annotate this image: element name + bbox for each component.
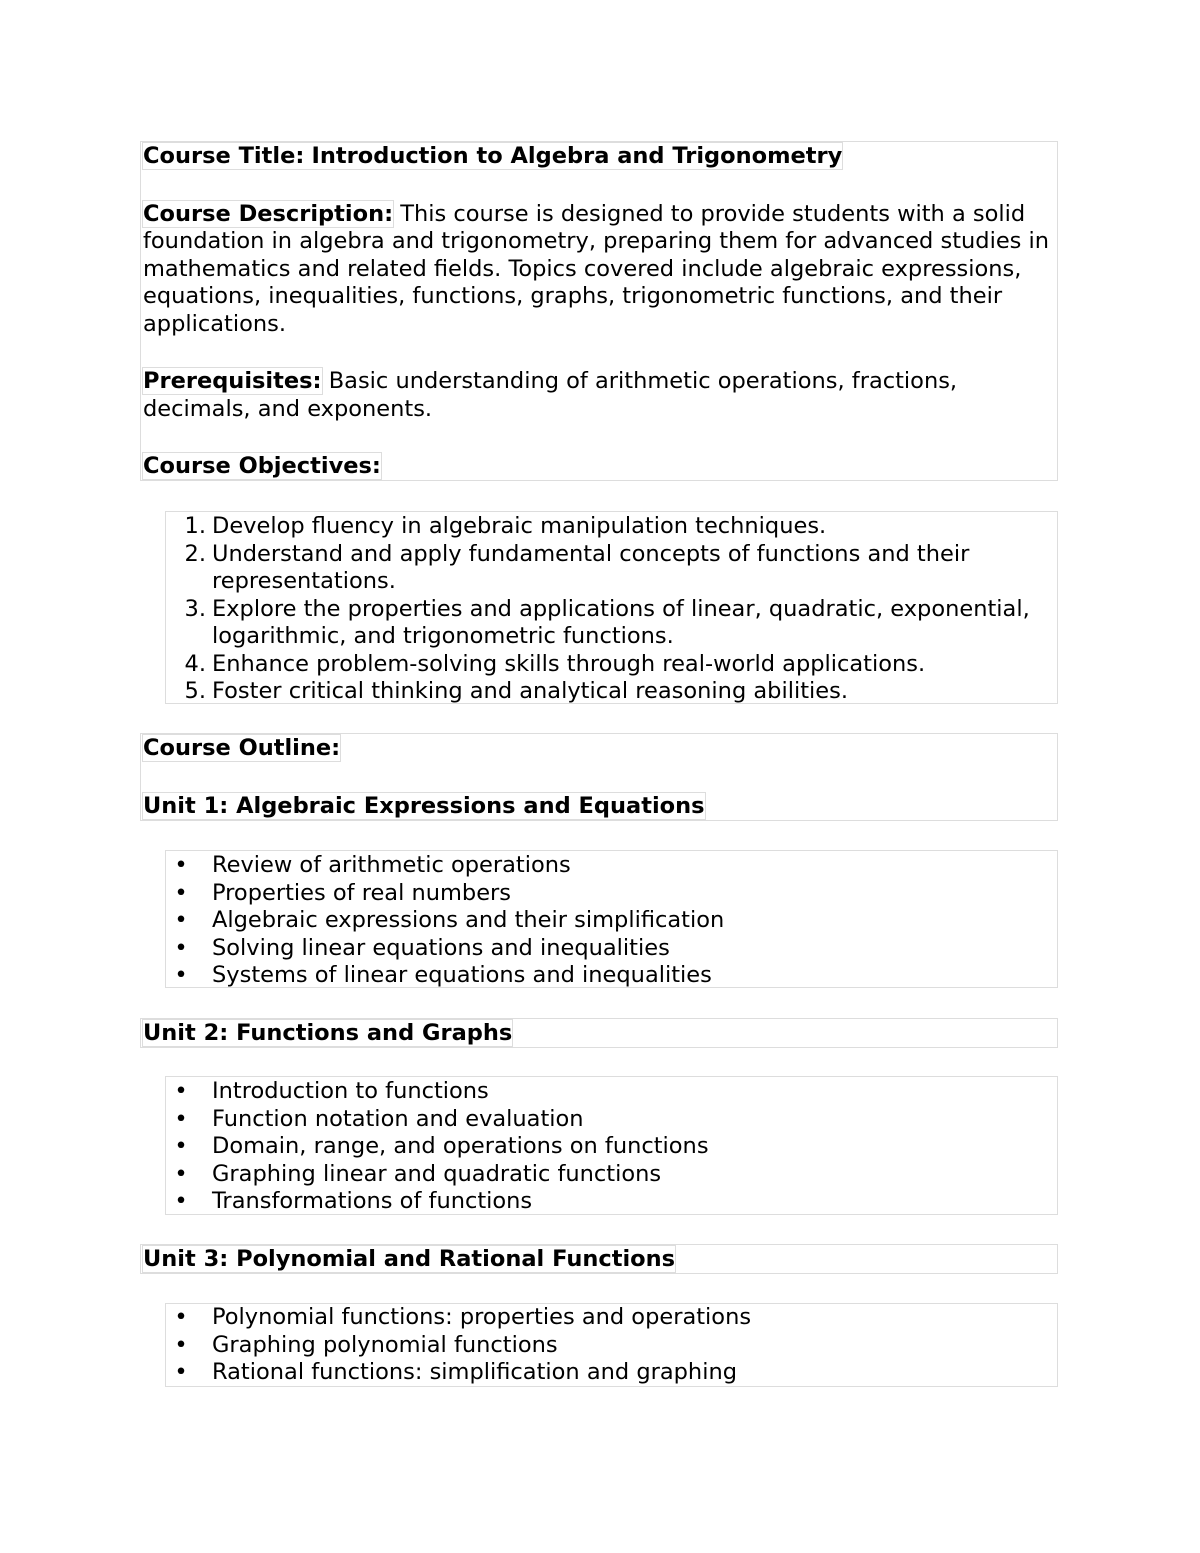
list-item [166, 935, 1057, 963]
course-title-text: Introduction to Algebra and Trigonometry [311, 143, 843, 169]
unit-2-title: Unit 2: Functions and Graphs [143, 1020, 513, 1046]
list-item [166, 678, 1057, 706]
bullet-icon: • [174, 1359, 188, 1385]
list-item [166, 1304, 1057, 1332]
list-number: 2. [184, 540, 206, 567]
unit-1-list-block [165, 850, 1058, 988]
list-item [166, 513, 1057, 541]
list-item [166, 541, 1057, 596]
course-header-block [140, 141, 1058, 481]
list-item-text: Function notation and evaluation [212, 1105, 584, 1132]
list-item-text: Transformations of functions [212, 1188, 533, 1214]
bullet-icon: • [174, 1078, 188, 1104]
unit-1-title: Unit 1: Algebraic Expressions and Equations [143, 792, 705, 819]
bullet-icon: • [174, 1304, 188, 1330]
course-title-label: Course Title: [143, 143, 305, 169]
list-item [166, 1078, 1057, 1106]
bullet-icon: • [174, 962, 188, 988]
bullet-icon: • [174, 1331, 188, 1358]
unit-1-heading [141, 793, 1057, 821]
bullet-icon: • [174, 907, 188, 933]
outline-label: Course Outline: [143, 735, 341, 761]
prerequisites-text: Basic understanding of arithmetic operations, fractions, decimals, and exponents. [143, 368, 958, 422]
list-item-text: Rational functions: simplification and graphing [212, 1359, 737, 1385]
bullet-icon: • [174, 852, 188, 878]
prerequisites-label: Prerequisites: [143, 368, 322, 394]
bullet-icon: • [174, 1160, 188, 1187]
unit-3-list-block [165, 1303, 1058, 1387]
list-item-text: Polynomial functions: properties and operations [212, 1304, 752, 1330]
prerequisites [141, 368, 1057, 423]
objectives-list-block [165, 511, 1058, 704]
unit-1-list [166, 852, 1057, 990]
list-number: 4. [184, 650, 206, 677]
course-description [141, 201, 1057, 339]
unit-2-list-block [165, 1076, 1058, 1215]
unit-3-title: Unit 3: Polynomial and Rational Functions [143, 1246, 676, 1272]
objectives-heading [141, 453, 1057, 481]
objectives-label: Course Objectives: [143, 453, 381, 479]
list-item-text: Develop fluency in algebraic manipulation techniques. [212, 513, 827, 539]
list-item-text: Solving linear equations and inequalities [212, 934, 670, 961]
unit-2-list [166, 1078, 1057, 1216]
list-item [166, 1359, 1057, 1387]
list-item [166, 1161, 1057, 1189]
list-item [166, 907, 1057, 935]
course-title [141, 143, 1057, 171]
list-item-text: Foster critical thinking and analytical reasoning abilities. [212, 678, 848, 704]
list-item [166, 962, 1057, 990]
objectives-list [166, 513, 1057, 706]
list-item-text: Graphing linear and quadratic functions [212, 1160, 662, 1187]
course-description-text: This course is designed to provide students with a solid foundation in algebra and trigonometry, preparing them for advanced studies in mathematics and related fields. Topics covered include algebraic expressions, equations, inequalities, functions, graphs, trigonometric functions, and their applications. [143, 200, 1050, 337]
list-item [166, 1188, 1057, 1216]
list-number: 5. [184, 678, 206, 704]
course-title-frame [143, 143, 842, 169]
list-item-text: Graphing polynomial functions [212, 1331, 558, 1358]
list-item-text: Review of arithmetic operations [212, 852, 571, 878]
list-number: 3. [184, 595, 206, 622]
list-item-text: Algebraic expressions and their simplification [212, 907, 725, 933]
list-item-text: Introduction to functions [212, 1078, 489, 1104]
list-item [166, 651, 1057, 679]
list-item [166, 1332, 1057, 1360]
course-description-label: Course Description: [143, 200, 394, 227]
unit-3-heading-block [140, 1244, 1058, 1274]
list-item [166, 852, 1057, 880]
bullet-icon: • [174, 1133, 188, 1159]
bullet-icon: • [174, 879, 188, 906]
bullet-icon: • [174, 934, 188, 961]
list-item-text: Explore the properties and applications of linear, quadratic, exponential, logarithmic, and trigonometric functions. [212, 595, 1030, 649]
list-item-text: Enhance problem-solving skills through real-world applications. [212, 650, 926, 677]
bullet-icon: • [174, 1105, 188, 1132]
outline-heading [141, 735, 1057, 763]
list-item-text: Understand and apply fundamental concepts of functions and their representations. [212, 540, 970, 594]
unit-3-list [166, 1304, 1057, 1387]
list-item-text: Domain, range, and operations on functions [212, 1133, 709, 1159]
list-item [166, 596, 1057, 651]
list-number: 1. [184, 513, 206, 539]
list-item [166, 880, 1057, 908]
unit-2-heading [141, 1020, 1057, 1048]
list-item-text: Properties of real numbers [212, 879, 512, 906]
outline-heading-block [140, 733, 1058, 821]
list-item [166, 1133, 1057, 1161]
list-item-text: Systems of linear equations and inequalities [212, 962, 712, 988]
unit-3-heading [141, 1246, 1057, 1274]
unit-2-heading-block [140, 1018, 1058, 1048]
list-item [166, 1106, 1057, 1134]
bullet-icon: • [174, 1188, 188, 1214]
